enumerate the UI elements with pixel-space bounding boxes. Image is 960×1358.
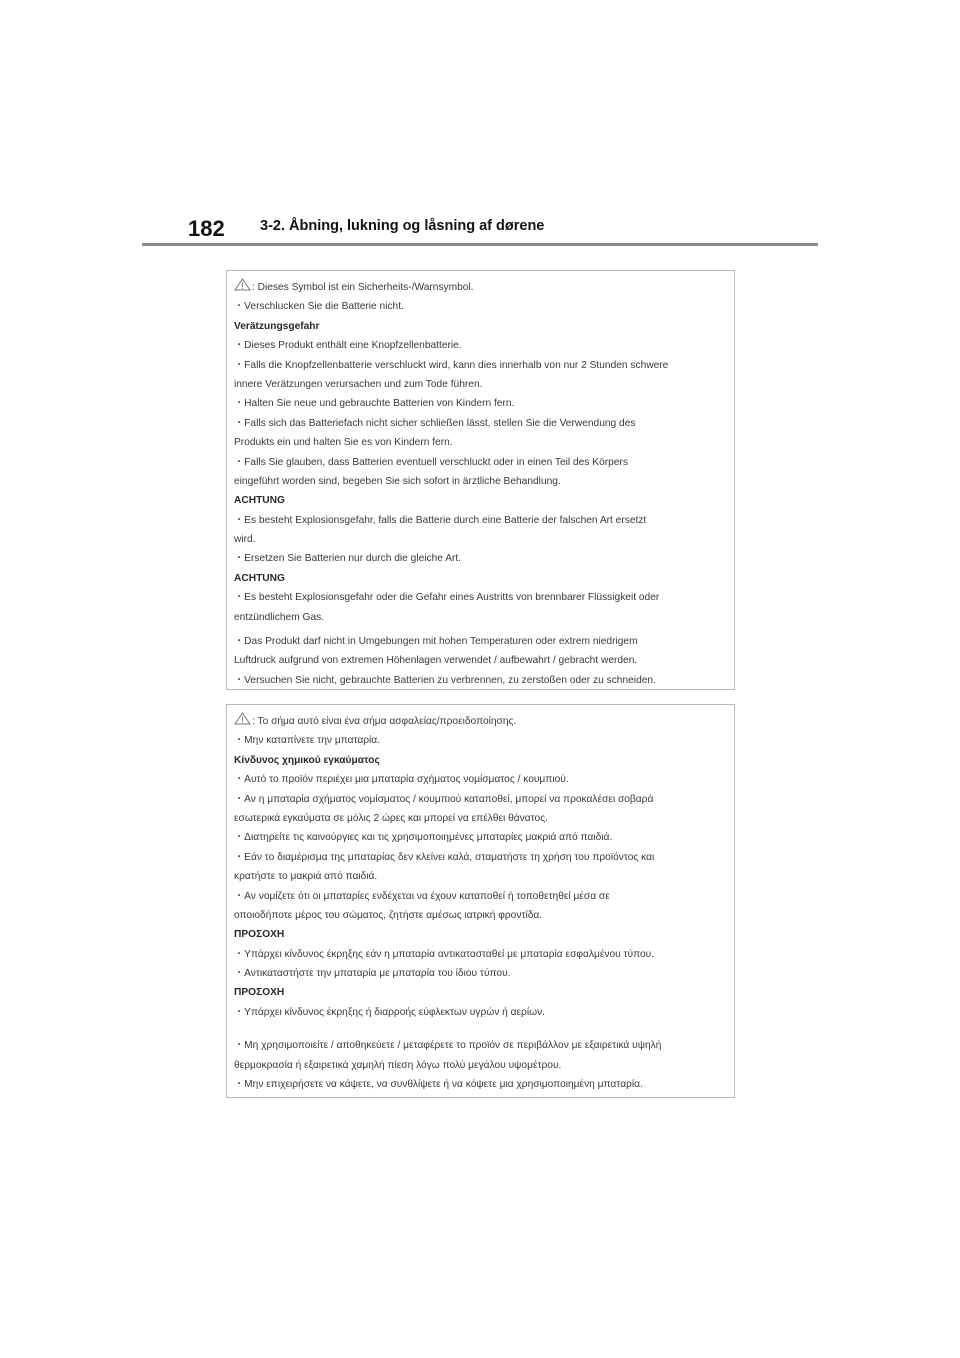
text-line: ・Μην επιχειρήσετε να κάψετε, να συνθλίψετε ή να κόψετε μια χρησιμοποιημένη μπαταρία. (234, 1079, 643, 1091)
heading-line: ACHTUNG (234, 572, 285, 584)
text-line: entzündlichem Gas. (234, 611, 325, 623)
text-line: ・Ersetzen Sie Batterien nur durch die gleiche Art. (234, 553, 462, 565)
text-line: ・Falls sich das Batteriefach nicht sicher schließen lässt, stellen Sie die Verwendung des (234, 417, 636, 429)
text-line: ・Εάν το διαμέρισμα της μπαταρίας δεν κλείνει καλά, σταματήστε τη χρήση του προϊόντος και (234, 851, 655, 863)
heading-line: ΠΡΟΣΟΧΗ (234, 929, 285, 941)
text-line: ・Μην καταπίνετε την μπαταρία. (234, 735, 381, 747)
text-line: Luftdruck aufgrund von extremen Höhenlagen verwendet / aufbewahrt / gebracht werden. (234, 655, 638, 667)
symbol-line (234, 712, 728, 731)
text-line: eingeführt worden sind, begeben Sie sich sofort in ärztliche Behandlung. (234, 475, 561, 487)
text-line: ・Αυτό το προϊόν περιέχει μια μπαταρία σχήματος νομίσματος / κουμπιού. (234, 774, 569, 786)
header-rule (142, 243, 818, 246)
text-line: ・Falls die Knopfzellenbatterie verschluckt wird, kann dies innerhalb von nur 2 Stunden schwere (234, 359, 669, 371)
warning-box-greek (226, 704, 735, 1098)
heading-line: ACHTUNG (234, 495, 285, 507)
text-line: innere Verätzungen verursachen und zum Tode führen. (234, 378, 483, 390)
section-title: 3-2. Åbning, lukning og låsning af dørene (260, 218, 545, 234)
text-line: οποιοδήποτε μέρος του σώματος, ζητήστε αμέσως ιατρική φροντίδα. (234, 909, 543, 921)
text-line: ・Υπάρχει κίνδυνος έκρηξης ή διαρροής εύφλεκτων υγρών ή αερίων. (234, 1006, 545, 1018)
text-line: θερμοκρασία ή εξαιρετικά χαμηλή πίεση λόγω πολύ μεγάλου υψομέτρου. (234, 1059, 562, 1071)
text-line: ・Falls Sie glauben, dass Batterien eventuell verschluckt oder in einen Teil des Körpers (234, 456, 628, 468)
text-line: ・Verschlucken Sie die Batterie nicht. (234, 301, 404, 313)
warning-triangle-icon (234, 712, 251, 725)
text-line: κρατήστε το μακριά από παιδιά. (234, 871, 378, 883)
heading-line: Verätzungsgefahr (234, 320, 320, 332)
text-line: ・Αντικαταστήστε την μπαταρία με μπαταρία του ίδιου τύπου. (234, 968, 511, 980)
text-line: ・Διατηρείτε τις καινούργιες και τις χρησιμοποιημένες μπαταρίες μακριά από παιδιά. (234, 832, 613, 844)
page-header (142, 212, 818, 248)
text-line: ・Υπάρχει κίνδυνος έκρηξης εάν η μπαταρία αντικατασταθεί με μπαταρία εσφαλμένου τύπου. (234, 948, 655, 960)
text-line: Produkts ein und halten Sie es von Kindern fern. (234, 437, 453, 449)
symbol-line (234, 278, 728, 297)
heading-line: ΠΡΟΣΟΧΗ (234, 987, 285, 999)
warning-box-german (226, 270, 735, 690)
text-line: ・Αν νομίζετε ότι οι μπαταρίες ενδέχεται να έχουν καταποθεί ή τοποθετηθεί μέσα σε (234, 890, 610, 902)
text-line: ・Dieses Produkt enthält eine Knopfzellenbatterie. (234, 340, 462, 352)
page-number: 182 (188, 216, 225, 241)
text-line: ・Es besteht Explosionsgefahr oder die Gefahr eines Austritts von brennbarer Flüssigkeit oder (234, 592, 660, 604)
heading-line: Κίνδυνος χημικού εγκαύματος (234, 754, 380, 766)
text-line: ・Αν η μπαταρία σχήματος νομίσματος / κουμπιού καταποθεί, μπορεί να προκαλέσει σοβαρά (234, 793, 654, 805)
text-line: εσωτερικά εγκαύματα σε μόλις 2 ώρες και μπορεί να επέλθει θάνατος. (234, 812, 548, 824)
text-line: ・Das Produkt darf nicht in Umgebungen mit hohen Temperaturen oder extrem niedrigem (234, 636, 638, 648)
text-line: wird. (234, 534, 256, 546)
text-line: ・Μη χρησιμοποιείτε / αποθηκεύετε / μεταφέρετε το προϊόν σε περιβάλλον με εξαιρετικά υψηλή (234, 1040, 662, 1052)
symbol-text: : Dieses Symbol ist ein Sicherheits-/Warnsymbol. (252, 282, 474, 293)
symbol-text: : Το σήμα αυτό είναι ένα σήμα ασφαλείας/προειδοποίησης. (252, 716, 517, 727)
text-line: ・Halten Sie neue und gebrauchte Batterien von Kindern fern. (234, 398, 515, 410)
warning-triangle-icon (234, 278, 251, 291)
text-line: ・Es besteht Explosionsgefahr, falls die Batterie durch eine Batterie der falschen Art ersetzt (234, 514, 647, 526)
text-line: ・Versuchen Sie nicht, gebrauchte Batterien zu verbrennen, zu zerstoßen oder zu schneiden. (234, 674, 656, 686)
